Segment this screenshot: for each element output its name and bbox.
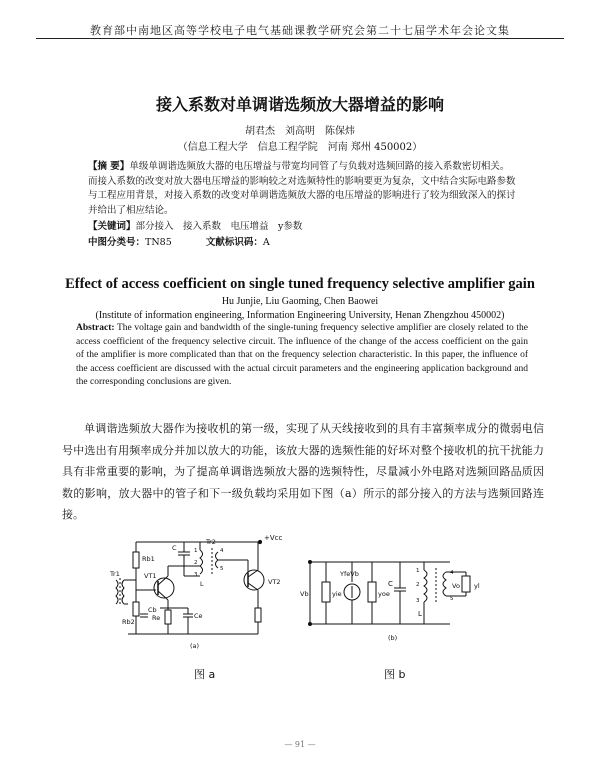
fig-a-ce: Ce — [194, 612, 203, 620]
classification-line — [88, 236, 518, 251]
abstract-en-text: The voltage gain and bandwidth of the single-tuning frequency selective amplifier are closely related to the access coefficient of the frequency selective circuit. The influence of the change of the access coefficient on the gain of the amplifier is more complicated than that on the frequency selection characteristic. In this paper, the influence of the access coefficient are discussed with the actual circuit parameters and the engineering application background and the corresponding conclusions are given. — [76, 323, 528, 388]
fig-a-re: Re — [152, 614, 161, 622]
keywords-cn — [88, 220, 518, 235]
abstract-cn — [88, 160, 518, 218]
abstract-en — [76, 322, 528, 390]
fig-b-n3: 3 — [416, 598, 420, 604]
fig-b-yoe: yoe — [378, 590, 390, 598]
fig-a-n3: 3 — [194, 572, 198, 578]
fig-a-vcc: +Vcc — [264, 534, 283, 542]
fig-b-l: L — [418, 610, 422, 618]
fig-a-n2: 2 — [194, 560, 198, 566]
fig-a-vt1: VT1 — [144, 572, 157, 580]
clc-label: 中图分类号： — [88, 237, 146, 248]
fig-b-sublabel: (b) — [388, 634, 398, 642]
keywords-cn-label: 【关键词】 — [88, 221, 136, 232]
fig-b-n4: 4 — [450, 570, 454, 576]
fig-b-n1: 1 — [416, 568, 420, 574]
affiliation-en: (Institute of information engineering, Information Engineering University, Henan Zhengzhou 450002) — [95, 310, 505, 321]
running-header: 教育部中南地区高等学校电子电气基础课教学研究会第二十七届学术年会论文集 — [90, 24, 510, 37]
caption-figure-a: 图 a — [194, 668, 216, 681]
doc-code-value: A — [262, 237, 270, 248]
authors-cn: 胡君杰 刘高明 陈保炜 — [245, 126, 355, 137]
fig-a-l: L — [200, 580, 204, 588]
fig-a-cb: Cb — [148, 606, 157, 614]
body-paragraph: 单调谐选频放大器作为接收机的第一级，实现了从天线接收到的具有丰富频率成分的微弱电信号中选出有用频率成分并加以放大的功能，该放大器的选频性能的好坏对整个接收机的抗干扰能力具有非常重要的影响，为了提高单调谐选频放大器的选频特性，尽量减小外电路对选频回路品质因数的影响，放大器中的管子和下一级负载均采用如下图（a）所示的部分接入的方法与选频回路连接。 — [62, 422, 544, 521]
abstract-cn-label: 【摘 要】 — [88, 161, 130, 172]
fig-a-n1: 1 — [194, 548, 198, 554]
fig-a-rb2: Rb2 — [122, 618, 135, 626]
fig-a-tr2: Tr2 — [206, 538, 216, 546]
fig-b-n5: 5 — [450, 596, 454, 602]
fig-a-vt2: VT2 — [268, 578, 281, 586]
title-en: Effect of access coefficient on single tuned frequency selective amplifier gain — [65, 276, 535, 292]
fig-b-c: C — [388, 580, 393, 588]
affiliation-cn: （信息工程大学 信息工程学院 河南 郑州 450002） — [177, 142, 423, 153]
fig-b-yl: yl — [474, 582, 480, 590]
figure-b-circuit — [300, 548, 500, 648]
fig-a-rb1: Rb1 — [142, 555, 155, 563]
figure-a-circuit — [108, 530, 298, 650]
abstract-cn-text: 单级单调谐选频放大器的电压增益与带宽均同管了与负载对选频回路的接入系数密切相关。而接入系数的改变对放大器电压增益的影响较之对选频特性的影响要更为复杂，文中结合实际电路参数与工程应用背景，对接入系数的改变对单调谐选频放大器的电压增益的影响进行了较为细致深入的探讨并给出了相应结论。 — [88, 161, 516, 216]
keywords-cn-text: 部分接入 接入系数 电压增益 y参数 — [135, 221, 303, 232]
doc-code-label: 文献标识码： — [205, 237, 263, 248]
fig-a-c: C — [172, 544, 177, 552]
fig-a-sublabel: (a) — [190, 642, 200, 650]
page-number: — 91 — — [284, 740, 316, 749]
fig-b-n2: 2 — [416, 582, 420, 588]
fig-a-tr1: Tr1 — [110, 570, 120, 578]
header-rule — [36, 38, 564, 39]
fig-b-yfevb: YfeVb — [340, 570, 359, 578]
fig-b-yie: yie — [332, 590, 342, 598]
fig-a-n5: 5 — [220, 566, 224, 572]
clc-value: TN85 — [145, 237, 172, 248]
authors-en: Hu Junjie, Liu Gaoming, Chen Baowei — [221, 296, 379, 307]
fig-b-vo: Vo — [452, 582, 460, 590]
title-cn: 接入系数对单调谐选频放大器增益的影响 — [155, 95, 444, 114]
fig-a-n4: 4 — [220, 548, 224, 554]
fig-b-vb: Vb — [300, 590, 309, 598]
caption-figure-b: 图 b — [384, 668, 406, 681]
abstract-en-label: Abstract: — [76, 323, 115, 333]
